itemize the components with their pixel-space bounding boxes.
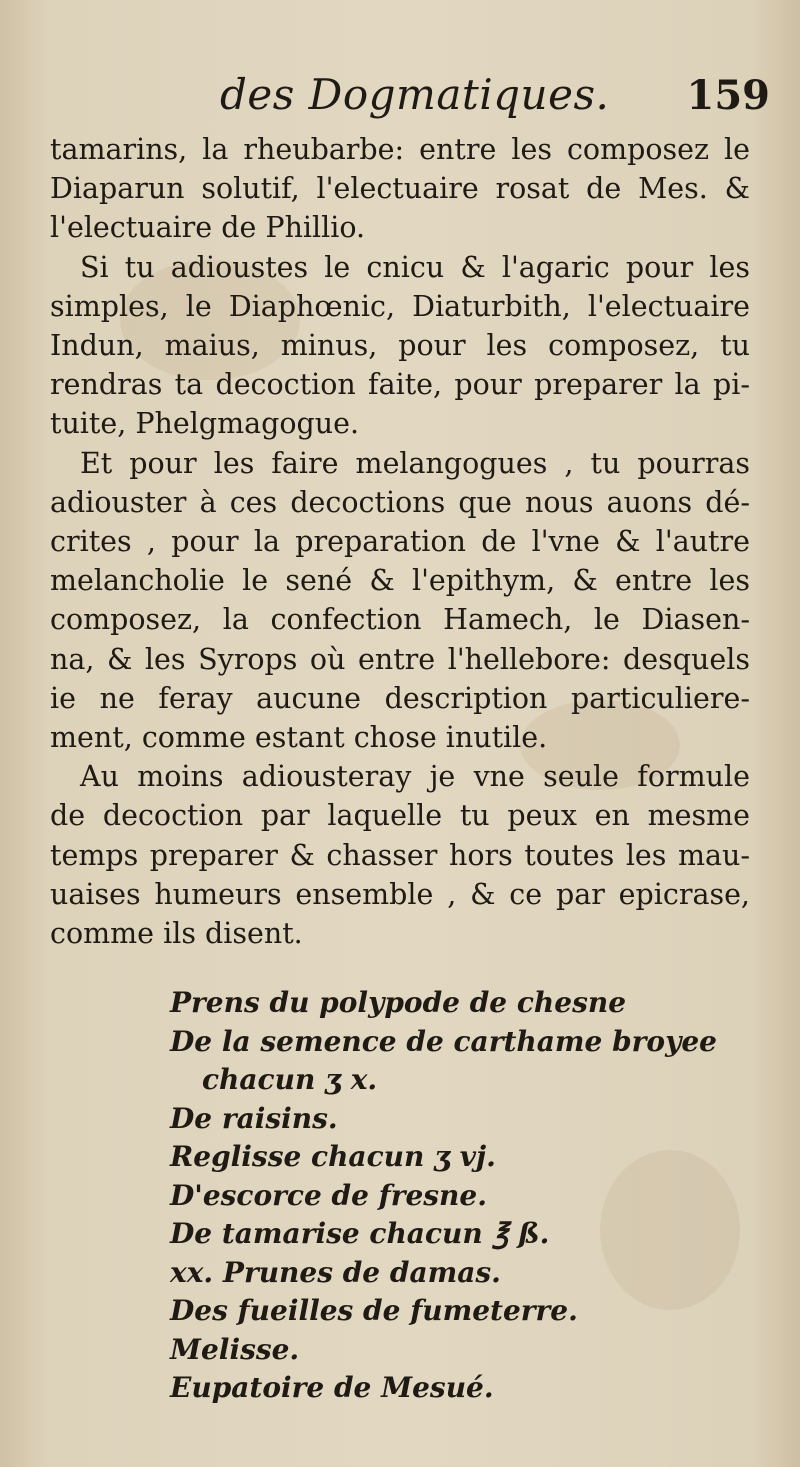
text-line: Au moins adiousteray je vne seule formule (80, 760, 750, 794)
paragraph (50, 757, 750, 953)
recipe-line: chacun ʒ x. (202, 1063, 378, 1096)
recipe-line: De la semence de carthame broyee (170, 1024, 717, 1058)
text-line: melancholie le sené & l'epithym, & entre les (50, 564, 750, 598)
page-number: 159 (686, 72, 770, 119)
recipe-line: Reglisse chacun ʒ vj. (170, 1140, 496, 1173)
text-line: de decoction par laquelle tu peux en mesme (50, 799, 750, 833)
text-line: tamarins, la rheubarbe: entre les composez le (50, 133, 750, 166)
text-line: ie ne feray aucune description particuliere- (50, 681, 750, 715)
paragraph (50, 248, 750, 444)
text-line: ment, comme estant chose inutile. (50, 721, 548, 755)
recipe-line: Eupatoire de Mesué. (170, 1371, 494, 1404)
recipe-line: D'escorce de fresne. (170, 1178, 487, 1212)
text-line: comme ils disent. (50, 917, 303, 951)
text-line: temps preparer & chasser hors toutes les mau- (50, 838, 750, 872)
text-line: Si tu adioustes le cnicu & l'agaric pour les (80, 250, 750, 284)
recipe-formula (170, 984, 717, 1408)
text-line: Indun, maius, minus, pour les composez, tu (50, 329, 750, 363)
recipe-line: Prens du polypode de chesne (170, 986, 627, 1019)
text-line: Diaparun solutif, l'electuaire rosat de Mes. & (50, 172, 750, 206)
recipe-line: Des fueilles de fumeterre. (170, 1294, 578, 1327)
paragraph (50, 444, 750, 758)
running-head: des Dogmatiques. (220, 70, 610, 119)
text-line: Et pour les faire melangogues , tu pourras (80, 446, 750, 480)
recipe-line: De raisins. (170, 1101, 338, 1135)
text-line: tuite, Phelgmagogue. (50, 407, 360, 441)
text-line: l'electuaire de Phillio. (50, 211, 366, 245)
recipe-line: De tamarise chacun ℥ ß. (170, 1217, 550, 1250)
text-line: uaises humeurs ensemble , & ce par epicrase, (50, 877, 750, 911)
paragraph (50, 130, 750, 248)
page-header (50, 70, 770, 120)
text-line: crites , pour la preparation de l'vne & l'autre (50, 525, 750, 559)
recipe-line: xx. Prunes de damas. (170, 1255, 501, 1289)
recipe-line: Melisse. (170, 1332, 300, 1366)
text-line: adiouster à ces decoctions que nous auons dé- (50, 485, 750, 519)
text-line: simples, le Diaphœnic, Diaturbith, l'electuaire (50, 289, 750, 323)
text-line: composez, la confection Hamech, le Diasen- (50, 603, 750, 637)
text-line: na, & les Syrops où entre l'hellebore: desquels (50, 642, 750, 676)
body-text (50, 130, 750, 953)
text-line: rendras ta decoction faite, pour preparer la pi- (50, 368, 750, 402)
